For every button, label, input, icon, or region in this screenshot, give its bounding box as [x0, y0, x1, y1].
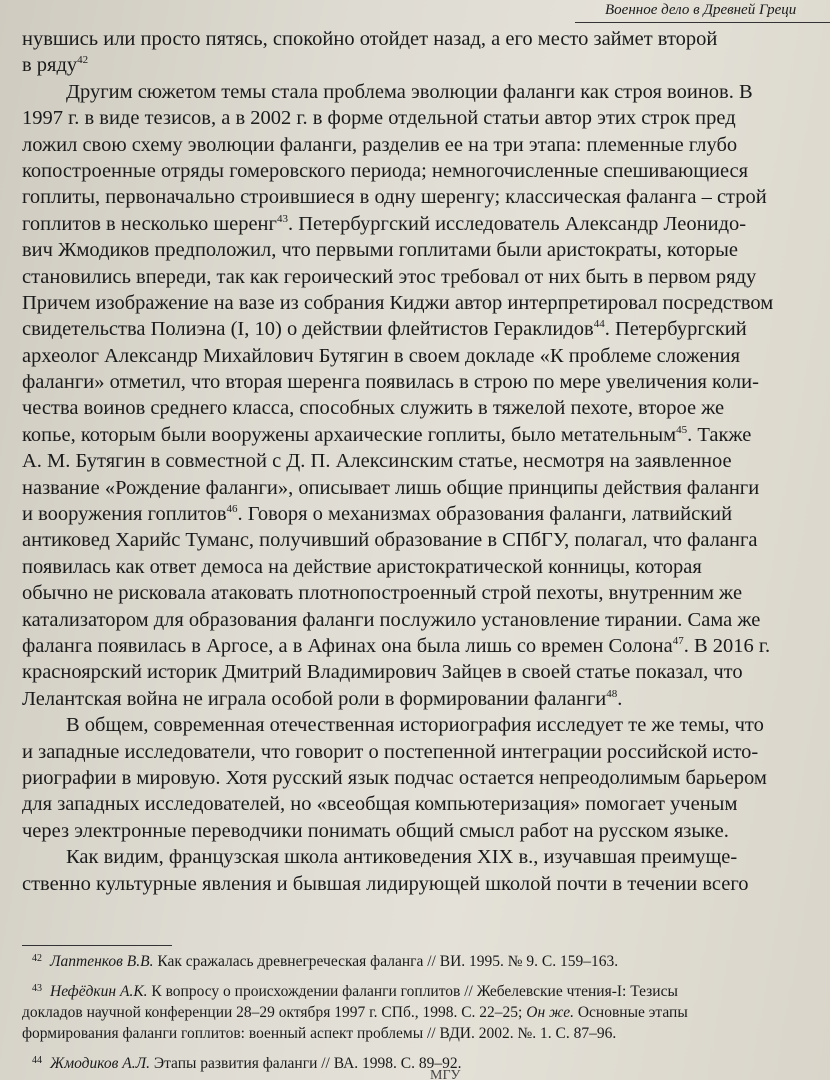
main-text	[22, 26, 830, 897]
bottom-cut-text: МГУ	[430, 1068, 461, 1080]
text-line: археолог Александр Михайлович Бутягин в своем докладе «К проблеме сложения	[22, 344, 741, 367]
text-line: Другим сюжетом темы стала проблема эволюции фаланги как строя воинов. В	[66, 80, 753, 103]
text-line: название «Рождение фаланги», описывает лишь общие принципы действия фаланги	[22, 476, 760, 499]
text-line: А. М. Бутягин в совместной с Д. П. Алексинским статье, несмотря на заявленное	[22, 450, 732, 473]
text-line: ственно культурные явления и бывшая лидирующей школой почти в течении всего	[22, 872, 749, 895]
text-line: Причем изображение на вазе из собрания Киджи автор интерпретировал посредством	[22, 291, 774, 314]
text-line: фаланга появилась в Аргосе, а в Афинах она была лишь со времен Солона$^{47}$. В 2016 г.	[22, 634, 771, 657]
text-line: нувшись или просто пятясь, спокойно отойдет назад, а его место займет второй	[22, 28, 718, 50]
footnote-line: формирования фаланги гоплитов: военный аспект проблемы // ВДИ. 2002. №. 1. С. 87–96.	[22, 1025, 617, 1042]
footnote-ref: 43	[276, 212, 288, 225]
footnote-ref: 42	[77, 54, 89, 67]
text-line: обычно не рисковала атаковать плотнопостроенный строй пехоты, внутренним же	[22, 582, 743, 605]
text-line: В общем, современная отечественная историография исследует те же темы, что	[66, 714, 764, 737]
footnote-number: 42	[32, 953, 42, 964]
text-line: появилась как ответ демоса на действие аристократической конницы, которая	[22, 555, 702, 578]
text-line: антиковед Харийс Туманс, получивший образование в СПбГУ, полагал, что фаланга	[22, 529, 758, 552]
footnote-line: $^{44}$ Жмодиков А.Л. Этапы развития фаланги // ВА. 1998. С. 89–92.	[32, 1055, 462, 1072]
footnote-number: 43	[32, 983, 42, 994]
text-line: ложил свою схему эволюции фаланги, разделив ее на три этапа: племенные глубо	[22, 133, 738, 156]
text-line: и западные исследователи, что говорит о постепенной интеграции российской исто-	[22, 740, 759, 763]
footnotes	[22, 951, 830, 1074]
text-line: гоплитов в несколько шеренг$^{43}$. Петербургский исследователь Александр Леонидо-	[22, 212, 747, 235]
text-line: фаланги» отметил, что вторая шеренга появилась в строю по мере увеличения коли-	[22, 371, 759, 394]
text-line: Как видим, французская школа антиковедения XIX в., изучавшая преимуще-	[66, 846, 738, 869]
text-line: копье, которым были вооружены архаические гоплиты, было метательным$^{45}$. Также	[22, 423, 752, 446]
footnote-ref: 45	[676, 423, 688, 436]
text-line: 1997 г. в виде тезисов, а в 2002 г. в форме отдельной статьи автор этих строк пред	[22, 107, 736, 130]
text-line: становились впереди, так как героический этос требовал от них быть в первом ряду	[22, 265, 757, 288]
text-line: катализатором для образования фаланги послужило установление тирании. Сама же	[22, 608, 761, 631]
footnote-ref: 44	[593, 318, 605, 331]
footnote-line: $^{43}$ Нефёдкин А.К. К вопросу о происхождении фаланги гоплитов // Жебелевские чтения-I: Тезисы	[32, 983, 678, 1000]
footnote-ref: 47	[672, 634, 684, 647]
footnote-ref: 46	[226, 503, 238, 516]
footnote-line: $^{42}$ Лаптенков В.В. Как сражалась древнегреческая фаланга // ВИ. 1995. № 9. С. 159–163.	[32, 953, 619, 970]
text-line: риографии в мировую. Хотя русский язык подчас остается непреодолимым барьером	[22, 766, 767, 789]
text-line: для западных исследователей, но «всеобщая компьютеризация» помогает ученым	[22, 793, 738, 816]
text-line: свидетельства Полиэна (I, 10) о действии флейтистов Гераклидов$^{44}$. Петербургский	[22, 318, 747, 341]
running-title: Военное дело в Древней Греци	[605, 2, 797, 18]
text-line: чества воинов среднего класса, способных служить в тяжелой пехоте, второе же	[22, 397, 725, 420]
text-line: вич Жмодиков предположил, что первыми гоплитами были аристократы, которые	[22, 239, 738, 262]
footnote-separator	[22, 945, 172, 946]
footnote-line: докладов научной конференции 28–29 октября 1997 г. СПб., 1998. С. 22–25; Он же. Основные этапы	[22, 1004, 688, 1021]
text-line: в ряду$^{42}$	[22, 54, 89, 77]
footnote-ref: 48	[606, 687, 618, 700]
footnote-number: 44	[32, 1055, 42, 1066]
text-line: и вооружения гоплитов$^{46}$. Говоря о механизмах образования фаланги, латвийский	[22, 503, 733, 526]
text-line: Лелантская война не играла особой роли в формировании фаланги$^{48}$.	[22, 687, 623, 710]
text-line: гоплиты, первоначально строившиеся в одну шеренгу; классическая фаланга – строй	[22, 186, 767, 209]
text-line: через электронные переводчики понимать общий смысл работ на русском языке.	[22, 819, 729, 842]
text-line: копостроенные отряды гомеровского периода; немногочисленные спешивающиеся	[22, 159, 749, 182]
text-line: красноярский историк Дмитрий Владимирович Зайцев в своей статье показал, что	[22, 661, 743, 684]
